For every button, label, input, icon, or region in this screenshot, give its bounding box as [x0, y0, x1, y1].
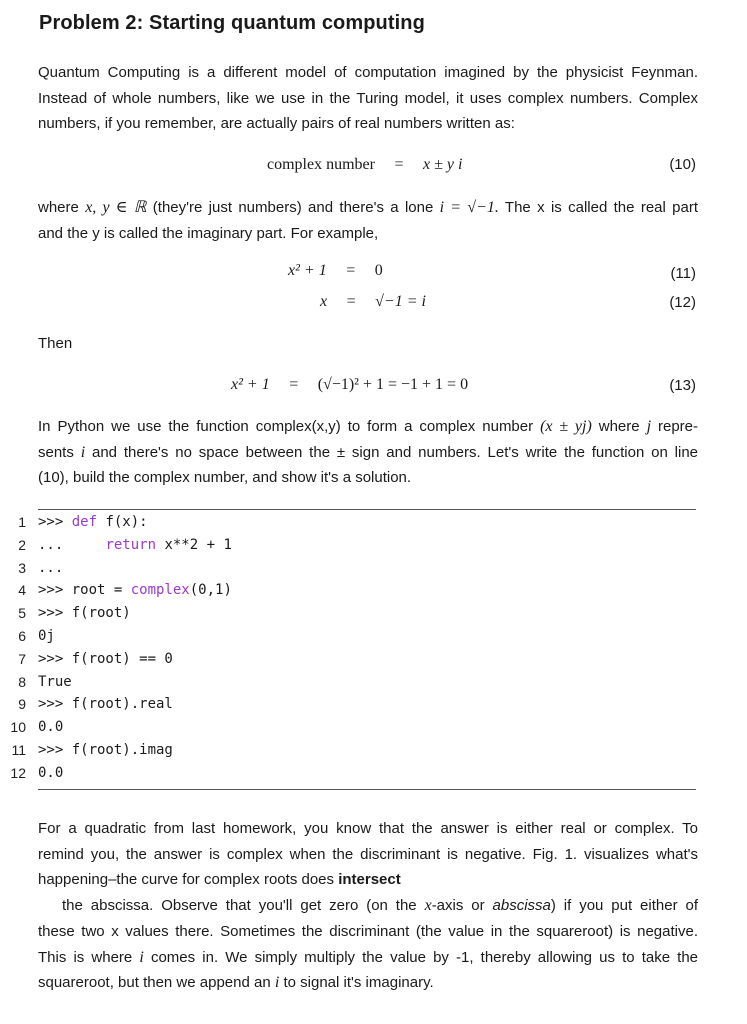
python-line-2: [38, 440, 698, 466]
eq10-lhs: complex number: [267, 156, 375, 173]
quadratic-paragraph: [38, 816, 698, 996]
eq13-number: (13): [669, 377, 696, 394]
python-l1b: where: [598, 418, 640, 435]
eq12-lhs: x: [320, 293, 328, 310]
eq11-rel: =: [346, 262, 356, 279]
python-l2a: sents: [38, 443, 74, 461]
equation-13: [231, 376, 468, 394]
code-line: [0, 762, 64, 785]
code-line-text: [38, 534, 232, 557]
code-text: >>> f(root).imag: [38, 742, 173, 758]
eq10-rhs: x ± y i: [422, 156, 463, 173]
code-text: >>> f(root).real: [38, 696, 173, 713]
code-line: [0, 511, 148, 534]
python-l1m: (x ± yj): [540, 418, 592, 435]
code-line-text: [38, 602, 131, 625]
code-line: [0, 716, 64, 739]
code-line-text: [38, 671, 72, 694]
python-l1a: In Python we use the function complex(x,y) to form a complex number: [38, 418, 534, 435]
code-line-number: 9: [18, 696, 26, 713]
eq13-rel: =: [289, 376, 299, 393]
code-text-rest: f(x):: [97, 514, 148, 530]
equation-11: [288, 262, 383, 280]
quad-l4c: abscissa: [492, 897, 551, 915]
code-text: 0.0: [38, 764, 64, 781]
code-line: [0, 671, 72, 694]
code-line-number: 11: [11, 742, 26, 758]
quad-line: [38, 970, 698, 996]
quad-l4x: x: [424, 897, 432, 915]
code-line-number: 5: [18, 605, 26, 622]
eq13-lhs: x² + 1: [231, 376, 270, 393]
quad-line: [38, 945, 698, 971]
quad-l4a: the abscissa. Observe that you'll get zero (on the: [62, 897, 417, 915]
code-line-number: 7: [18, 650, 26, 667]
python-l1c: repre-: [658, 418, 699, 435]
code-line: [0, 579, 232, 602]
code-line: [0, 602, 131, 625]
intro-paragraph: [38, 60, 698, 137]
code-line: [0, 693, 173, 716]
quad-line: [38, 893, 698, 919]
code-text: >>> root =: [38, 582, 131, 599]
code-line-number: 2: [18, 536, 26, 553]
quad-l3a: happening–the curve for complex roots does: [38, 871, 335, 889]
code-line: [0, 534, 232, 557]
where-line: [38, 195, 698, 221]
quad-l7b: to signal it's imaginary.: [283, 974, 434, 992]
python-l1j: j: [646, 418, 652, 435]
where-line-2: and the y is called the imaginary part. For example,: [38, 224, 379, 242]
code-text: >>>: [38, 514, 72, 530]
section-title: Problem 2: Starting quantum computing: [39, 12, 425, 34]
python-line-3: (10), build the complex number, and show it's a solution.: [38, 469, 412, 487]
quad-l4d: ) if you put either of: [550, 897, 699, 915]
where-pre: where: [38, 199, 79, 216]
code-text: ...: [38, 559, 64, 576]
code-text: True: [38, 673, 72, 690]
python-l2i: i: [80, 443, 86, 461]
where-post: The x is called the real part: [504, 199, 699, 216]
code-line-number: 6: [18, 628, 26, 644]
where-mid: (they're just numbers) and there's a lone: [152, 199, 434, 216]
code-line: [0, 625, 55, 648]
code-line: [0, 739, 173, 762]
quad-line: For a quadratic from last homework, you know that the answer is either real or complex. To: [38, 820, 698, 837]
code-line-text: [38, 693, 173, 716]
quad-line: remind you, the answer is complex when the discriminant is negative. Fig. 1. visualizes what's: [38, 845, 698, 863]
quad-l6b: comes in. We simply multiply the value by -1, thereby allowing us to take the: [150, 948, 699, 966]
code-line-text: [38, 511, 148, 534]
code-top-rule: [38, 509, 696, 510]
eq12-rhs: √−1 = i: [375, 293, 426, 310]
code-line: [0, 648, 173, 671]
eq13-rhs: (√−1)² + 1 = −1 + 1 = 0: [317, 376, 469, 393]
python-line-1: [38, 414, 698, 440]
code-line-number: 12: [10, 764, 26, 781]
code-line-text: [38, 762, 63, 785]
code-keyword: complex: [130, 582, 190, 599]
eq11-lhs: x² + 1: [288, 262, 327, 279]
intro-line: Instead of whole numbers, like we use in the Turing model, it uses complex numbers. Complex: [38, 89, 698, 107]
eq10-rel: =: [394, 156, 404, 173]
code-line: [0, 557, 64, 580]
intro-line: numbers, if you remember, are actually pairs of real numbers written as:: [38, 115, 515, 133]
code-line-text: [38, 557, 63, 580]
code-line-text: [38, 625, 55, 648]
python-paragraph: [38, 414, 698, 491]
code-line-text: [38, 579, 232, 602]
eq11-number: (11): [670, 265, 696, 282]
code-text: 0.0: [38, 719, 64, 736]
code-text: >>> f(root) == 0: [38, 650, 173, 667]
code-line-text: [38, 739, 173, 762]
code-text: 0j: [38, 628, 55, 644]
code-keyword: return: [105, 536, 157, 553]
equation-10: [267, 156, 462, 174]
where-i-expr: i = √−1.: [439, 199, 499, 216]
code-text: >>> f(root): [38, 605, 131, 622]
quad-l3b-bold: intersect: [338, 871, 401, 889]
quad-l7i: i: [274, 974, 280, 992]
code-text: ...: [38, 536, 106, 553]
code-bottom-rule: [38, 789, 696, 790]
equation-12: [320, 293, 426, 311]
quad-l4b: -axis or: [431, 897, 485, 915]
code-line-text: [38, 648, 173, 671]
eq10-number: (10): [669, 156, 696, 173]
then-label: Then: [38, 335, 73, 352]
where-paragraph: [38, 195, 698, 246]
code-keyword: def: [71, 514, 98, 530]
code-line-number: 3: [18, 559, 26, 576]
eq12-number: (12): [669, 294, 696, 311]
quad-line: [38, 867, 698, 893]
quad-l6i: i: [139, 948, 144, 966]
eq12-rel: =: [346, 293, 356, 310]
code-line-text: [38, 716, 63, 739]
code-line-number: 4: [18, 582, 26, 599]
quad-l7: squareroot, but then we append an: [38, 974, 271, 992]
quad-line: these two x values there. Sometimes the discriminant (the value in the squareroot) is negative.: [38, 922, 698, 940]
quad-l6a: This is where: [38, 948, 133, 966]
eq11-rhs: 0: [374, 262, 383, 279]
intro-line: Quantum Computing is a different model of computation imagined by the physicist Feynman.: [38, 64, 698, 81]
code-line-number: 8: [18, 673, 26, 690]
code-line-number: 1: [18, 514, 26, 530]
python-l2b: and there's no space between the ± sign and numbers. Let's write the function on line: [92, 443, 699, 461]
code-line-number: 10: [10, 719, 26, 736]
where-vars: x, y ∈ ℝ: [85, 199, 147, 216]
code-text-rest: x**2 + 1: [156, 536, 232, 553]
code-text-rest: (0,1): [189, 582, 232, 599]
